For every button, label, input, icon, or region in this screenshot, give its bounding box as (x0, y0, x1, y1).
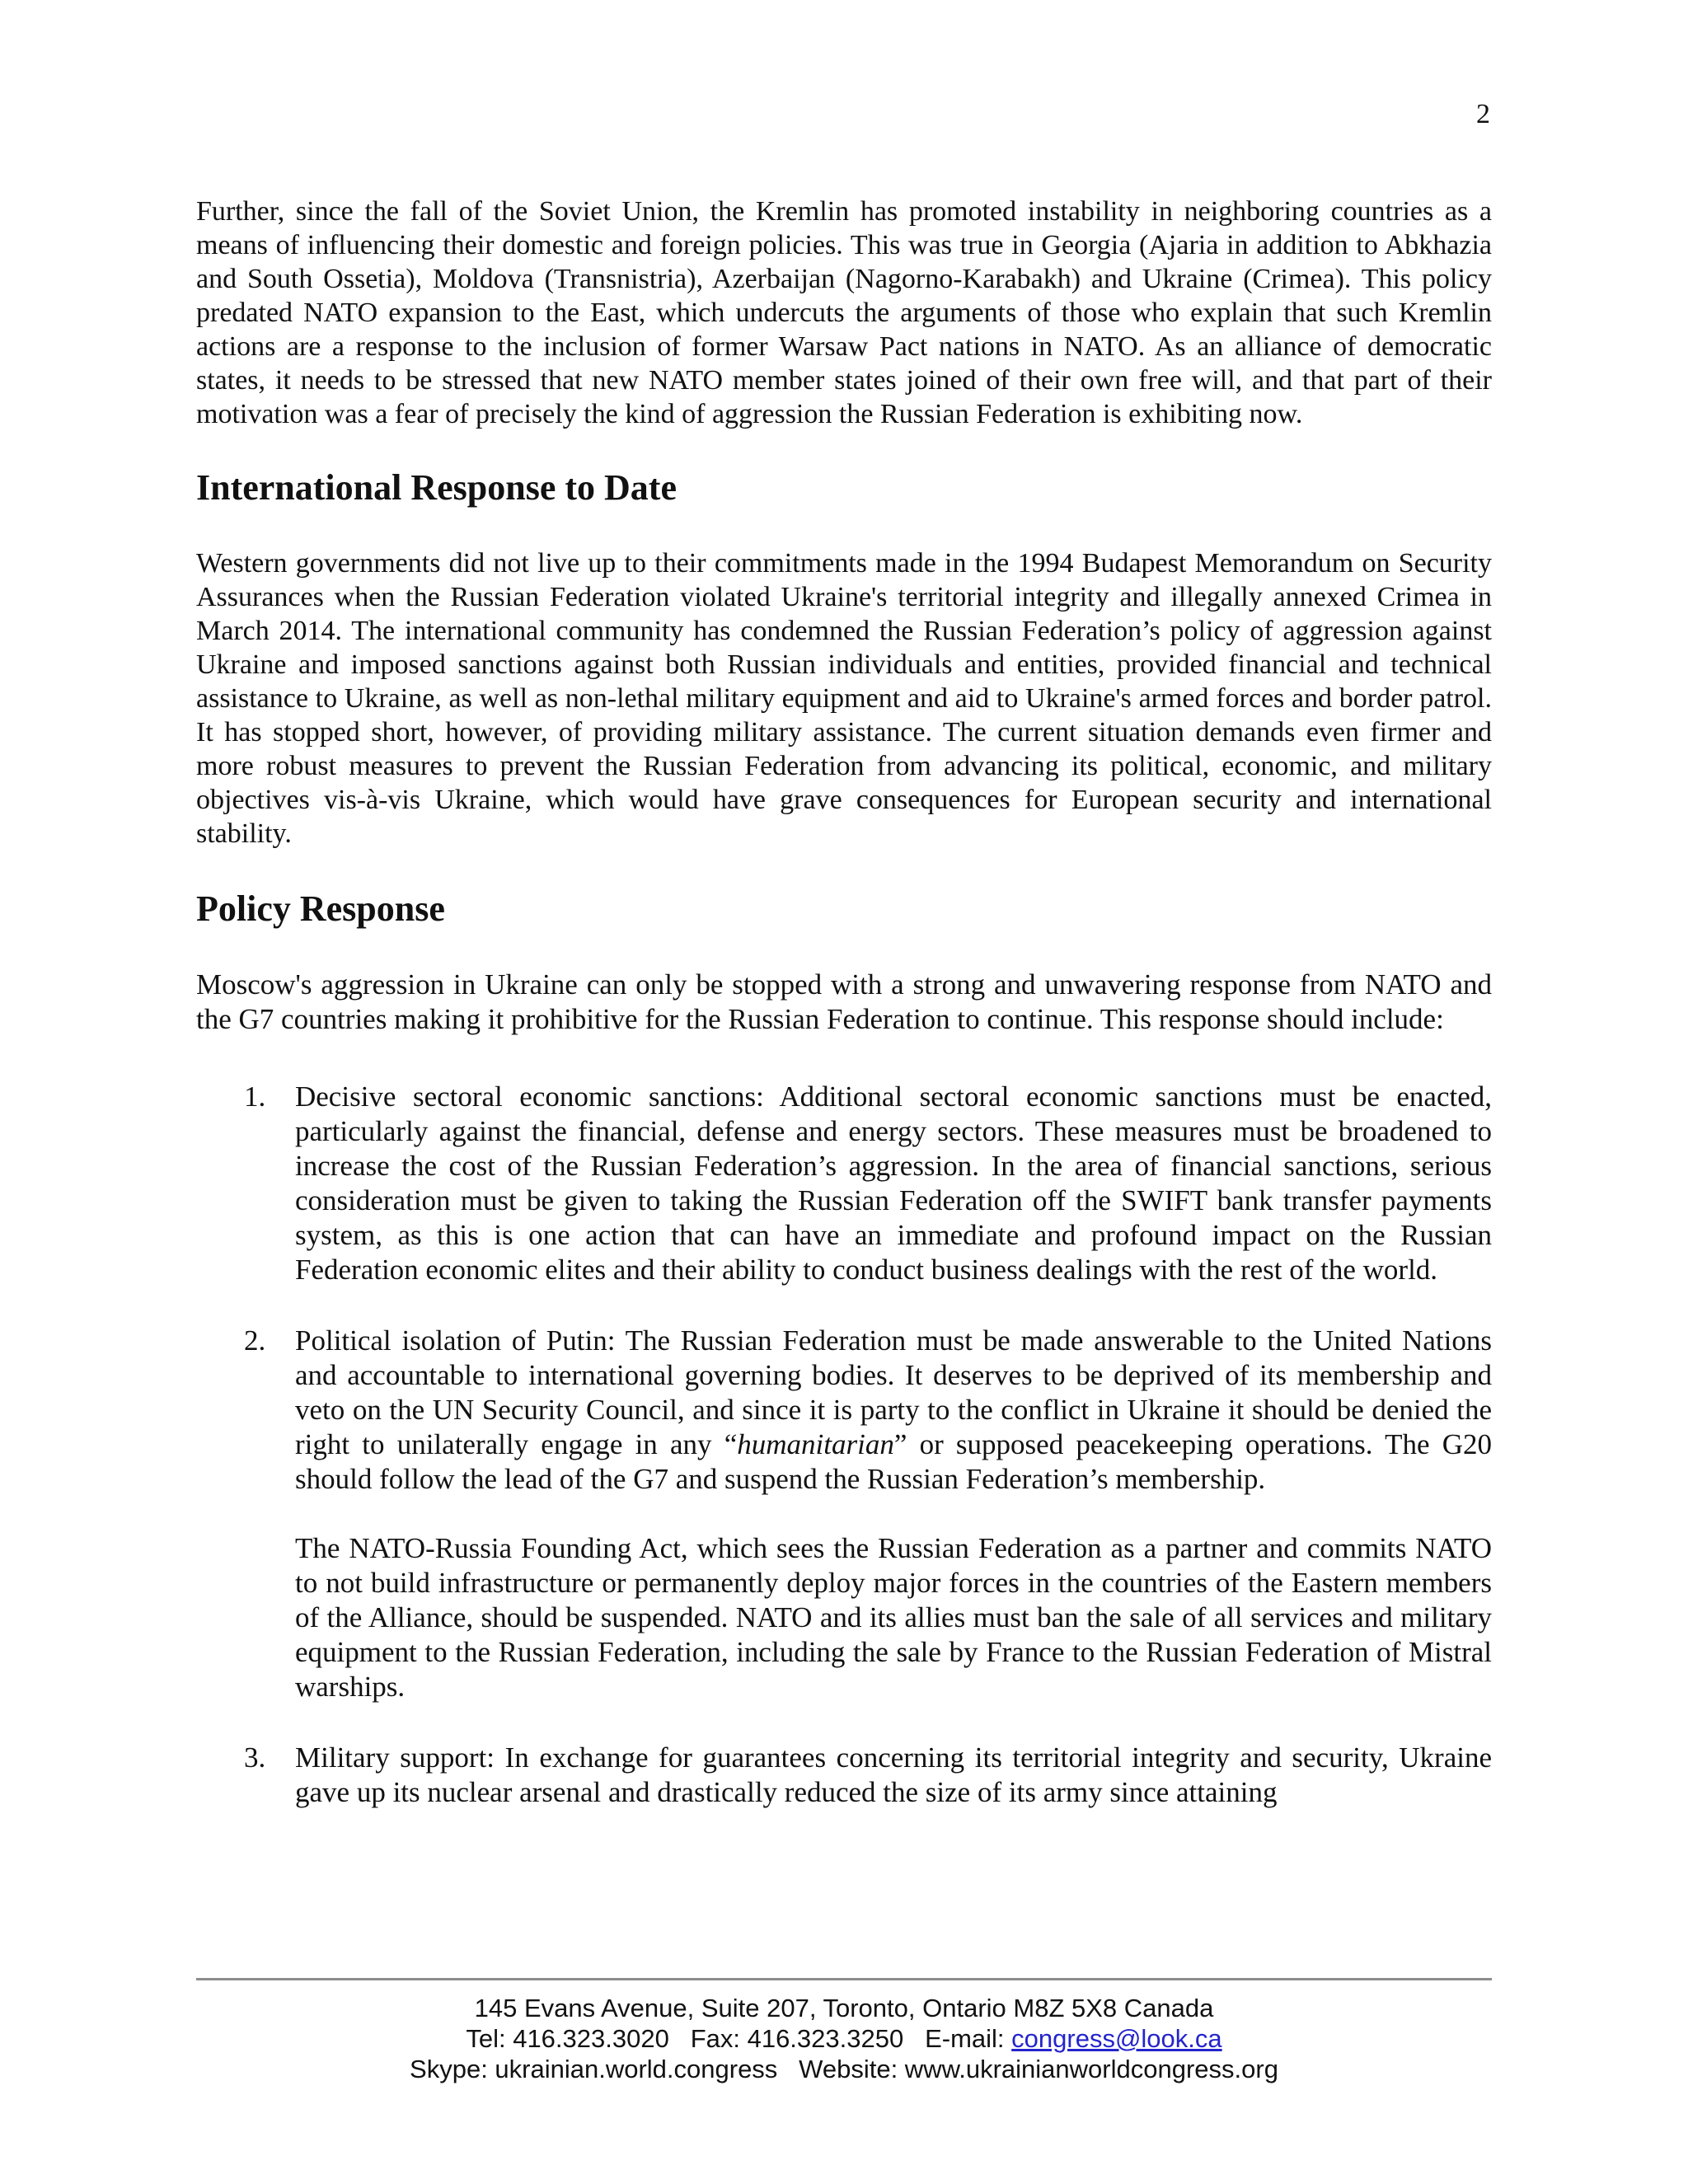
intro-paragraph: Further, since the fall of the Soviet Union, the Kremlin has promoted instability in neighboring countries as a means of influencing their domestic and foreign policies. This was true in Georgia (Ajaria in addition to Abkhazia and South Ossetia), Moldova (Transnistria), Azerbaijan (Nagorno-Karabakh) and Ukraine (Crimea). This policy predated NATO expansion to the East, which undercuts the arguments of those who explain that such Kremlin actions are a response to the inclusion of former Warsaw Pact nations in NATO. As an alliance of democratic states, it needs to be stressed that new NATO member states joined of their own free will, and that part of their motivation was a fear of precisely the kind of aggression the Russian Federation is exhibiting now. (196, 196, 1492, 429)
footer-address: 145 Evans Avenue, Suite 207, Toronto, Ontario M8Z 5X8 Canada (474, 1994, 1214, 2022)
list-item-text-continued: The NATO-Russia Founding Act, which sees the Russian Federation as a partner and commits NATO to not build infrastructure or permanently deploy major forces in the countries of the Eastern members of the Alliance, should be suspended. NATO and its allies must ban the sale of all services and military equipment to the Russian Federation, including the sale by France to the Russian Federation of Mistral warships. (295, 1532, 1492, 1703)
footer-skype: Skype: ukrainian.world.congress (410, 2055, 778, 2083)
footer-email-label: E-mail: (925, 2024, 1005, 2053)
document-body (196, 194, 1492, 1846)
international-response-paragraph: Western governments did not live up to their commitments made in the 1994 Budapest Memorandum on Security Assurances when the Russian Federation violated Ukraine's territorial integrity and illegally annexed Crimea in March 2014. The international community has condemned the Russian Federation’s policy of aggression against Ukraine and imposed sanctions against both Russian individuals and entities, provided financial and technical assistance to Ukraine, as well as non-lethal military equipment and aid to Ukraine's armed forces and border patrol. It has stopped short, however, of providing military assistance. The current situation demands even firmer and more robust measures to prevent the Russian Federation from advancing its political, economic, and military objectives vis-à-vis Ukraine, which would have grave consequences for European security and international stability. (196, 548, 1492, 849)
footer-email-link[interactable]: congress@look.ca (1011, 2024, 1222, 2053)
list-item-text-part: Political isolation of Putin: The Russian Federation must be made answerable to the United Nations and accountable to international governing bodies. It deserves to be deprived of its membership and veto on the UN Security Council, and since it is party to the conflict in Ukraine it should be denied the right to unilaterally engage in any “ (295, 1324, 1492, 1460)
footer-contact-line (196, 2023, 1492, 2054)
list-item (196, 1324, 1492, 1704)
page-number: 2 (1476, 99, 1490, 129)
footer-divider (196, 1978, 1492, 1980)
footer-online-line (196, 2054, 1492, 2084)
policy-response-list (196, 1080, 1492, 1810)
footer (196, 1993, 1492, 2084)
list-item-number: 1. (244, 1080, 266, 1113)
list-item-text: Decisive sectoral economic sanctions: Additional sectoral economic sanctions must be enacted, particularly against the financial, defense and energy sectors. These measures must be broadened to increase the cost of the Russian Federation’s aggression. In the area of financial sanctions, serious consideration must be given to taking the Russian Federation off the SWIFT bank transfer payments system, as this is one action that can have an immediate and profound impact on the Russian Federation economic elites and their ability to conduct business dealings with the rest of the world. (295, 1080, 1492, 1286)
footer-fax: Fax: 416.323.3250 (690, 2024, 904, 2053)
footer-website: Website: www.ukrainianworldcongress.org (799, 2055, 1278, 2083)
list-item-number: 3. (244, 1741, 266, 1774)
section-heading-policy-response: Policy Response (196, 888, 445, 929)
list-item-text (295, 1324, 1492, 1497)
footer-tel: Tel: 416.323.3020 (466, 2024, 669, 2053)
list-item-text: Military support: In exchange for guarantees concerning its territorial integrity and security, Ukraine gave up its nuclear arsenal and drastically reduced the size of its army since attaining (295, 1741, 1492, 1808)
list-item (196, 1080, 1492, 1287)
list-item-text-part: ” or supposed peacekeeping operations. The G20 should follow the lead of the G7 and suspend the Russian Federation’s membership. (295, 1428, 1492, 1495)
list-item (196, 1741, 1492, 1810)
list-item-number: 2. (244, 1324, 266, 1357)
emphasized-word: humanitarian (737, 1428, 894, 1460)
section-heading-international-response: International Response to Date (196, 467, 677, 508)
policy-response-intro: Moscow's aggression in Ukraine can only be stopped with a strong and unwavering response from NATO and the G7 countries making it prohibitive for the Russian Federation to continue. This response should include: (196, 968, 1492, 1035)
